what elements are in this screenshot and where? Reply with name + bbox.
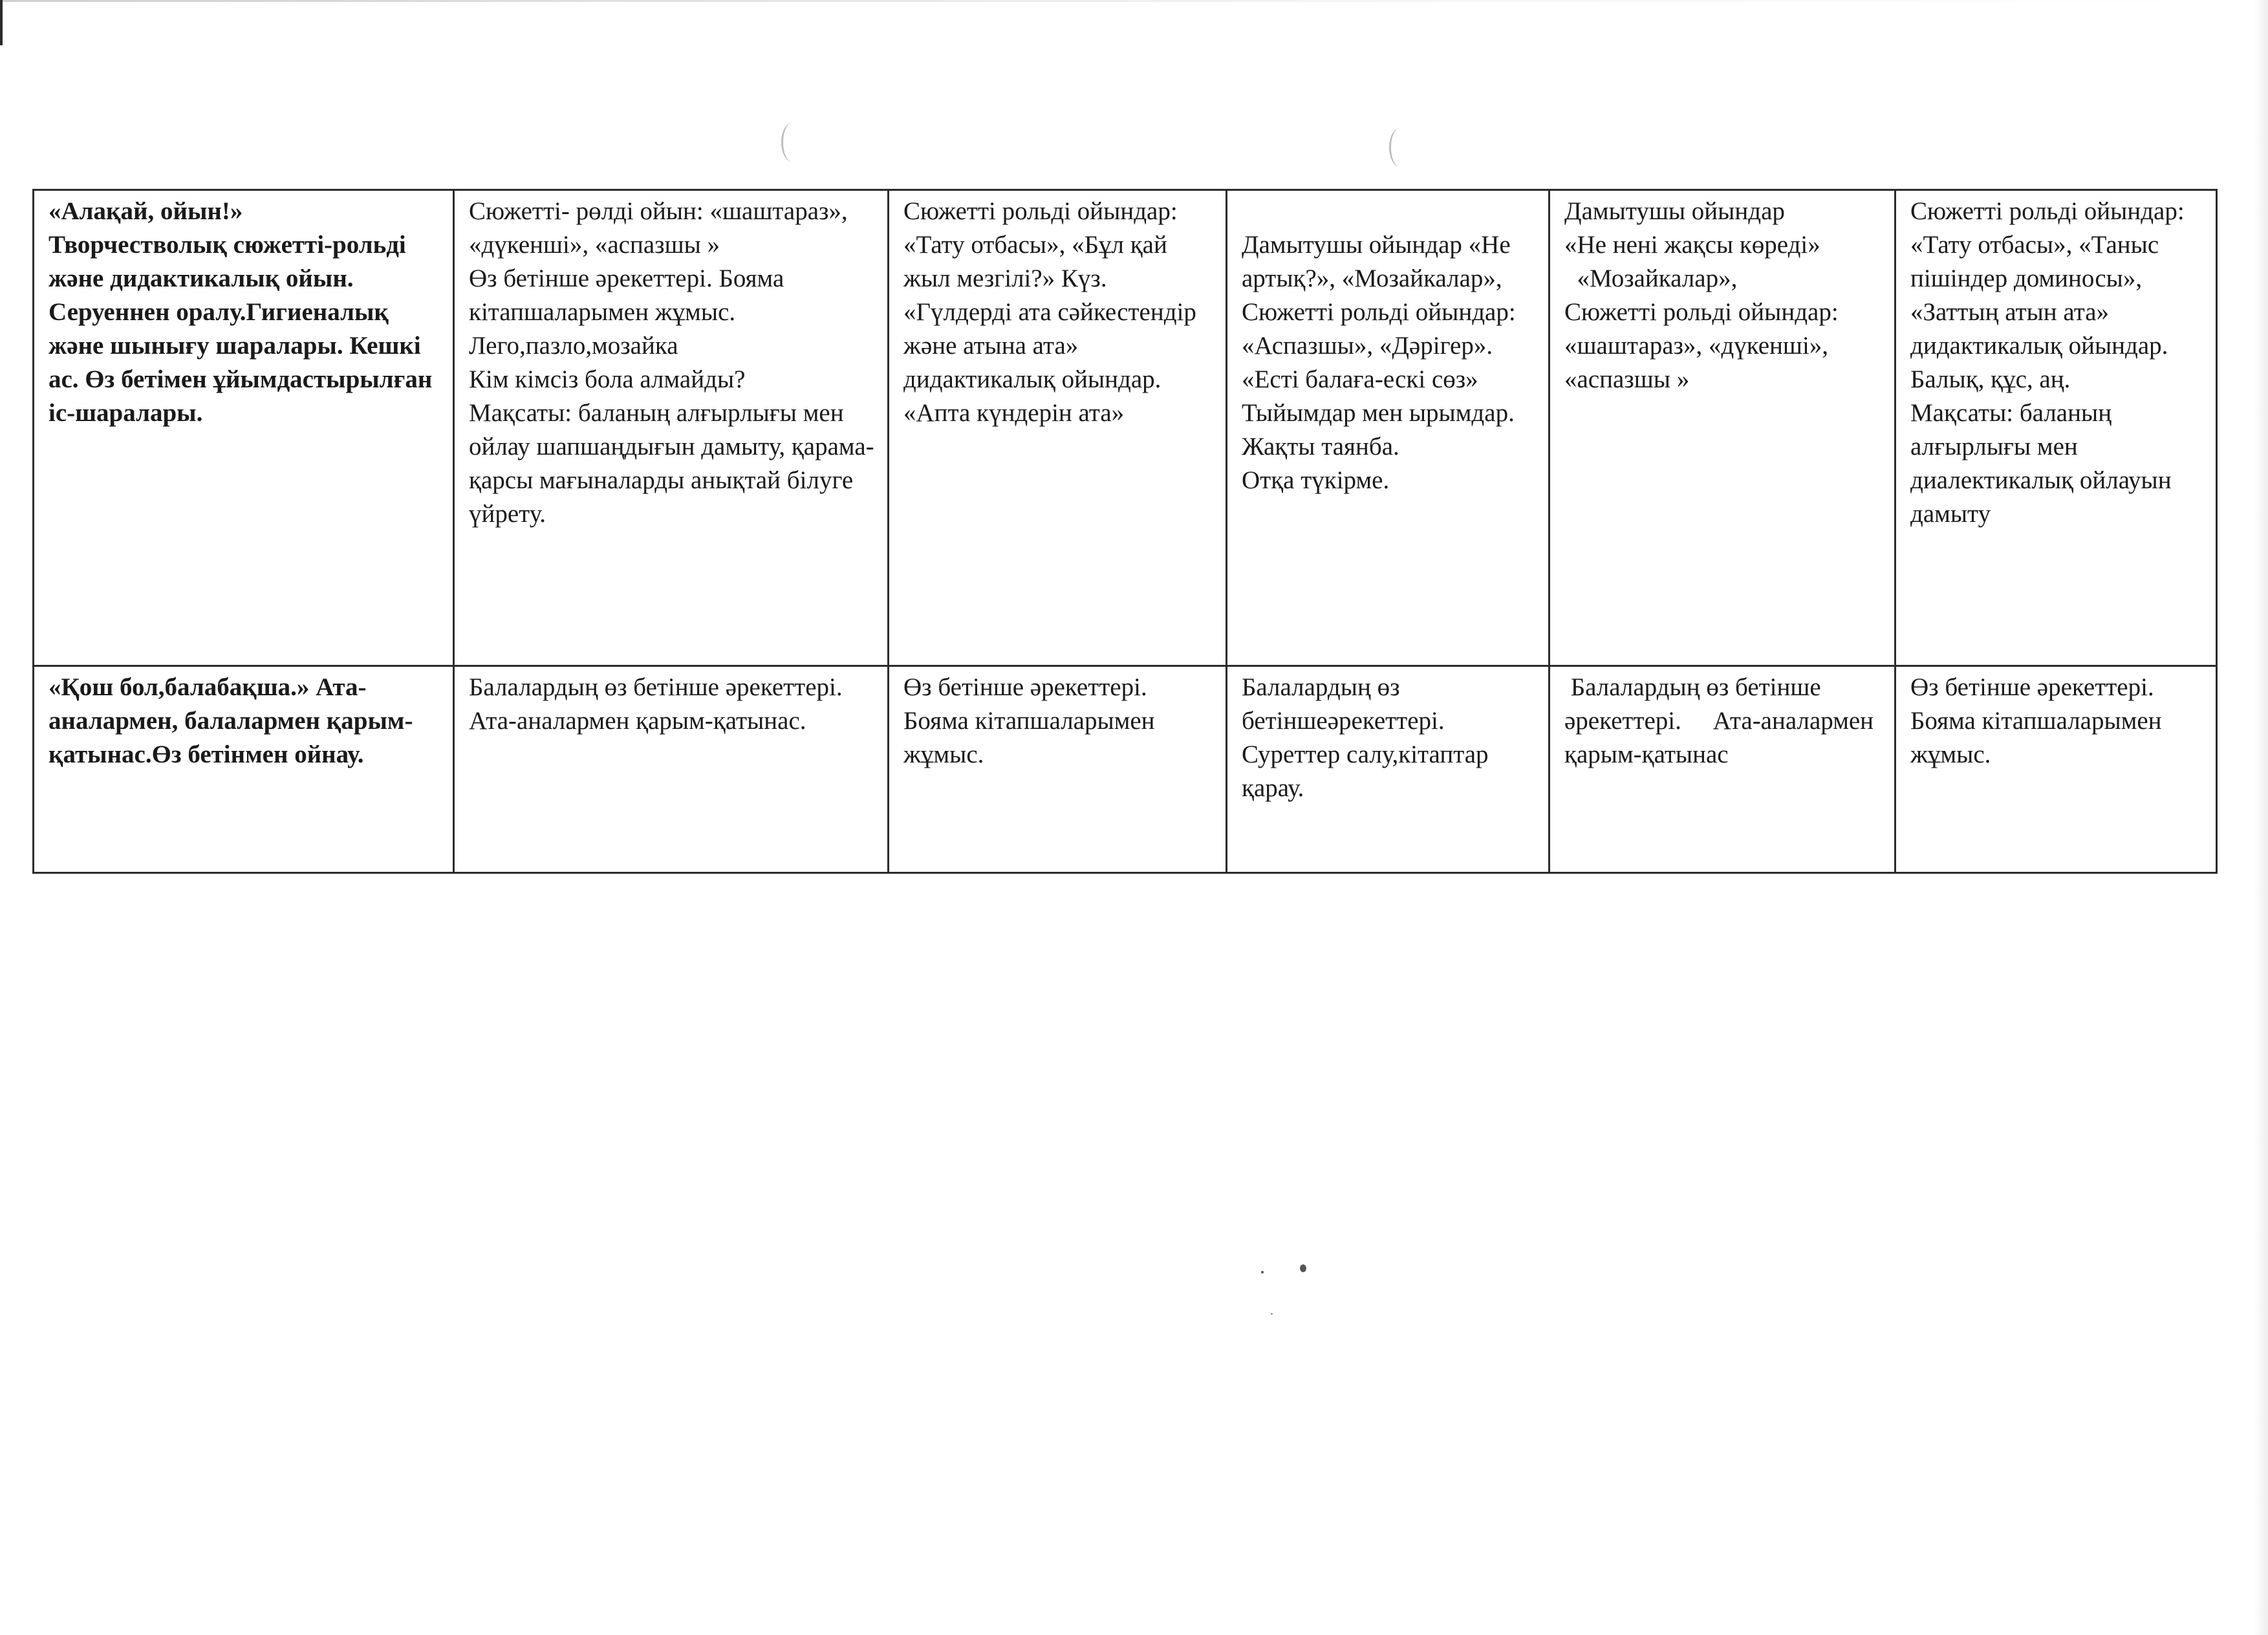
day-cell [889, 190, 1227, 666]
cell-text: Кім кімсіз бола алмайды? [469, 365, 746, 393]
cell-text: Балық, құс, аң. [1910, 365, 2071, 393]
day-cell [1550, 666, 1895, 873]
scan-speck [1300, 1264, 1306, 1272]
scan-speck [1261, 1271, 1264, 1273]
activity-title-cell [34, 190, 454, 666]
cell-text: Сюжетті рольді ойындар: «Тату отбасы», «Бұл қай жыл мезгілі?» Күз. [903, 197, 1178, 292]
scan-speck [1271, 1313, 1273, 1315]
cell-text: «Алақай, ойын!» [49, 197, 243, 225]
cell-text: «Мозайкалар», [1564, 265, 1738, 292]
cell-text: Балалардың өз бетінше әрекеттері. Ата-аналармен қарым-қатынас [1564, 673, 1880, 768]
scan-top-edge [0, 0, 2199, 2]
cell-text: «аспазшы » [1564, 365, 1690, 393]
day-cell [1227, 190, 1550, 666]
cell-text: Өз бетінше әрекеттері. Бояма кітапшаларымен жұмыс. [469, 265, 784, 326]
punch-mark [1389, 128, 1410, 167]
cell-text: Дамытушы ойындар «Не артық?», «Мозайкалар», [1242, 231, 1511, 292]
table-row [34, 666, 2217, 873]
cell-text: Сюжетті- рөлді ойын: «шаштараз», «дүкенші», «аспазшы » [469, 197, 848, 259]
cell-text: Балалардың өз бетіншеәрекеттері. [1242, 673, 1445, 735]
cell-text: «Апта күндерін ата» [903, 399, 1125, 427]
day-cell [1895, 190, 2217, 666]
cell-text: Мақсаты: баланың алғырлығы мен диалектикалық ойлауын дамыту [1910, 399, 2172, 528]
cell-text: Лего,пазло,мозайка [469, 332, 678, 360]
day-cell [889, 666, 1227, 873]
day-cell [1550, 190, 1895, 666]
day-cell [454, 666, 889, 873]
punch-mark [781, 123, 803, 162]
day-cell [454, 190, 889, 666]
day-cell [1227, 666, 1550, 873]
cell-text: Сюжетті рольді ойындар: «Тату отбасы», «Таныс пішіндер доминосы», «Заттың атын ата» дидактикалық ойындар. [1910, 197, 2185, 360]
cell-text: Отқа түкірме. [1242, 466, 1390, 494]
table-row [34, 190, 2217, 666]
cell-text: Ата-аналармен қарым-қатынас. [469, 707, 806, 735]
cell-text: Суреттер салу,кітаптар қарау. [1242, 741, 1489, 802]
cell-text: «Қош бол,балабақша.» Ата-аналармен, балалармен қарым-қатынас.Өз бетінмен ойнау. [49, 673, 413, 768]
cell-text: Мақсаты: баланың алғырлығы мен ойлау шапшаңдығын дамыту, қарама-қарсы мағыналарды анықтай білуге үйрету. [469, 399, 874, 528]
cell-text: Өз бетінше әрекеттері. Бояма кітапшаларымен жұмыс. [1910, 673, 2162, 768]
cell-text: Серуеннен оралу.Гигиеналық және шынығу шаралары. Кешкі ас. Өз бетімен ұйымдастырылған іс-шаралары. [49, 298, 433, 427]
cell-text: Жақты таянба. [1242, 433, 1399, 460]
cell-text: Сюжетті рольді ойындар: «шаштараз», «дүкенші», [1564, 298, 1839, 360]
daily-plan-table [32, 189, 2218, 874]
day-cell [1895, 666, 2217, 873]
cell-text: Балалардың өз бетінше әрекеттері. [469, 673, 843, 701]
cell-text: «Не нені жақсы көреді» [1564, 231, 1820, 259]
cell-text: «Есті балаға-ескі сөз» [1242, 365, 1478, 393]
scan-left-mark [0, 0, 3, 45]
cell-text: Тыйымдар мен ырымдар. [1242, 399, 1515, 427]
cell-text: Дамытушы ойындар [1564, 197, 1785, 225]
cell-text: Сюжетті рольді ойындар: «Аспазшы», «Дәрігер». [1242, 298, 1516, 360]
activity-title-cell [34, 666, 454, 873]
scan-right-shadow [2254, 0, 2268, 1635]
cell-text: Творчестволық сюжетті-рольді және дидактикалық ойын. [49, 231, 406, 292]
cell-text: Өз бетінше әрекеттері. Бояма кітапшаларымен жұмыс. [903, 673, 1155, 768]
cell-text: «Гүлдерді ата сәйкестендір және атына ата» дидактикалық ойындар. [903, 298, 1196, 393]
